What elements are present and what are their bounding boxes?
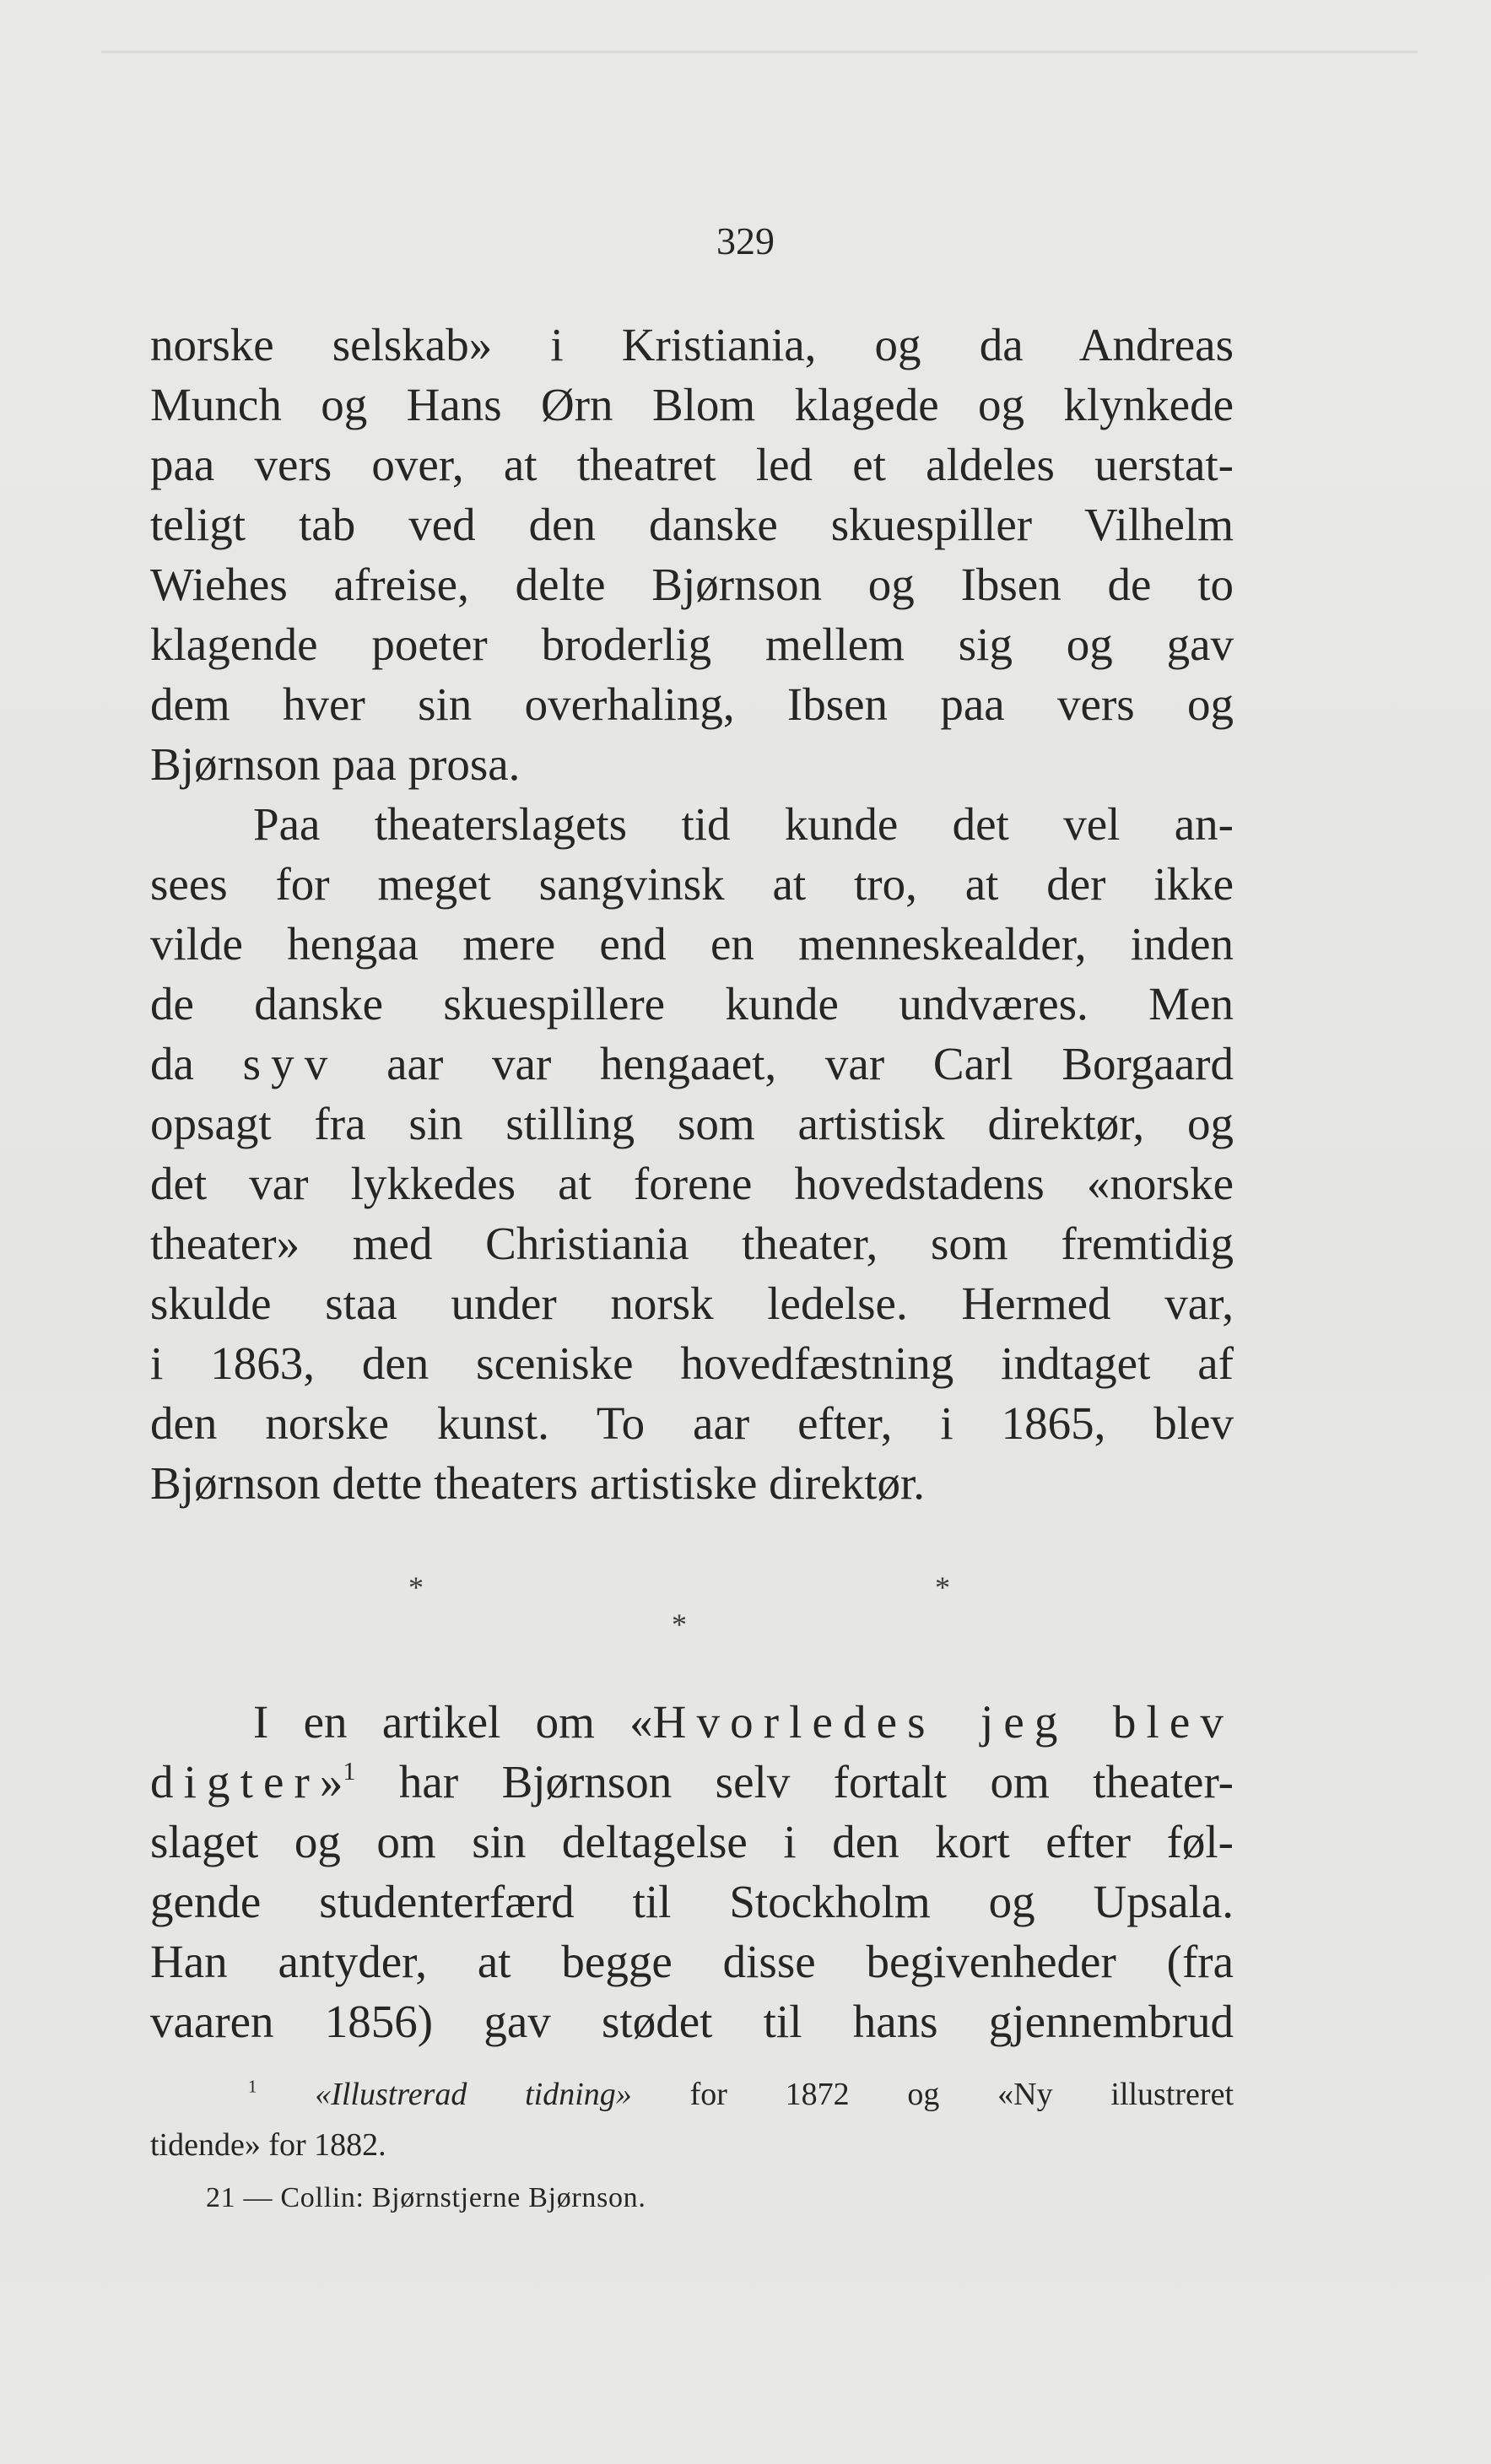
text-line: Bjørnson paa prosa. bbox=[150, 738, 521, 790]
text-line: vilde hengaa mere end en menneskealder, inden bbox=[150, 918, 1234, 970]
text-line: det var lykkedes at forene hovedstadens «norske bbox=[150, 1158, 1234, 1209]
text-line: i 1863, den sceniske hovedfæstning indtaget af bbox=[150, 1337, 1234, 1389]
text-fragment: har Bjørnson selv fortalt om theater- bbox=[355, 1756, 1234, 1807]
text-fragment: » bbox=[319, 1756, 343, 1807]
text-fragment: da bbox=[150, 1038, 194, 1089]
footnote-reference: 1 bbox=[343, 1756, 356, 1786]
text-fragment: for 1872 og «Ny illustreret bbox=[631, 2077, 1234, 2112]
text-line: slaget og om sin deltagelse i den kort efter føl- bbox=[150, 1816, 1234, 1867]
footnote-title: «Illustrerad tidning» bbox=[315, 2077, 632, 2112]
footnote-line bbox=[150, 2069, 1234, 2120]
paragraph-1 bbox=[150, 315, 1234, 1513]
text-line: de danske skuespillere kunde undværes. Men bbox=[150, 978, 1234, 1029]
text-line: opsagt fra sin stilling som artistisk direktør, og bbox=[150, 1098, 1234, 1149]
asterisk-ornament: * bbox=[672, 1608, 687, 1641]
text-fragment: I en artikel om « bbox=[253, 1696, 653, 1748]
text-line bbox=[150, 1692, 1234, 1752]
text-line: Paa theaterslagets tid kunde det vel an- bbox=[253, 798, 1234, 850]
text-line: dem hver sin overhaling, Ibsen paa vers og bbox=[150, 678, 1234, 730]
text-line: Han antyder, at begge disse begivenheder (fra bbox=[150, 1936, 1234, 1987]
paragraph-3 bbox=[150, 1692, 1234, 2051]
text-line: den norske kunst. To aar efter, i 1865, blev bbox=[150, 1397, 1234, 1449]
text-line: Wiehes afreise, delte Bjørnson og Ibsen de to bbox=[150, 559, 1234, 610]
text-line: klagende poeter broderlig mellem sig og gav bbox=[150, 619, 1234, 670]
spaced-emphasis: Hvorledes jeg blev bbox=[652, 1696, 1234, 1748]
spaced-emphasis: digter bbox=[150, 1756, 320, 1807]
text-line: sees for meget sangvinsk at tro, at der ikke bbox=[150, 858, 1234, 910]
footnote-marker: 1 bbox=[248, 2076, 257, 2097]
footnote-line: tidende» for 1882. bbox=[150, 2127, 386, 2163]
text-line bbox=[150, 1752, 1234, 1812]
spaced-emphasis: syv bbox=[242, 1038, 338, 1089]
asterisk-ornament: * bbox=[408, 1570, 424, 1604]
text-line: skulde staa under norsk ledelse. Hermed var, bbox=[150, 1278, 1234, 1329]
footnote bbox=[150, 2069, 1234, 2170]
text-line: vaaren 1856) gav stødet til hans gjennembrud bbox=[150, 1996, 1234, 2047]
text-line: teligt tab ved den danske skuespiller Vilhelm bbox=[150, 499, 1234, 550]
text-line bbox=[150, 1034, 1234, 1094]
asterisk-ornament: * bbox=[935, 1570, 950, 1604]
page-number: 329 bbox=[716, 219, 775, 262]
printer-signature: 21 — Collin: Bjørnstjerne Bjørnson. bbox=[206, 2182, 646, 2213]
page-edge-smudge bbox=[101, 51, 1418, 53]
text-fragment: aar var hengaaet, var Carl Borgaard bbox=[386, 1038, 1234, 1089]
text-line: theater» med Christiania theater, som fremtidig bbox=[150, 1218, 1234, 1269]
text-line: Munch og Hans Ørn Blom klagede og klynkede bbox=[150, 379, 1234, 430]
text-line: paa vers over, at theatret led et aldeles uerstat- bbox=[150, 439, 1234, 490]
text-line: norske selskab» i Kristiania, og da Andreas bbox=[150, 319, 1234, 370]
section-separator bbox=[0, 1570, 1491, 1645]
text-line: gende studenterfærd til Stockholm og Upsala. bbox=[150, 1876, 1234, 1927]
text-line: Bjørnson dette theaters artistiske direktør. bbox=[150, 1457, 925, 1509]
